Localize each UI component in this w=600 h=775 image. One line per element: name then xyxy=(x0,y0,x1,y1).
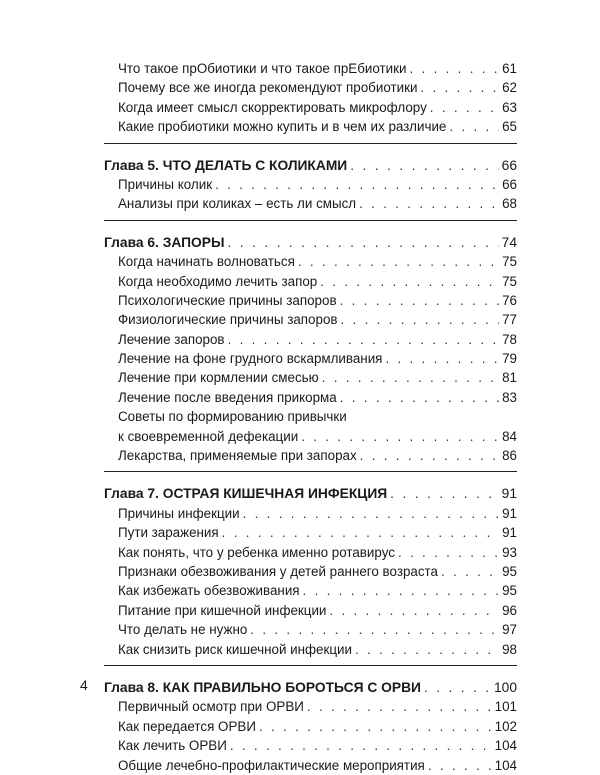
toc-section-entry[interactable] xyxy=(104,736,517,755)
toc-entry-title: Лекарства, применяемые при запорах xyxy=(118,448,357,464)
toc-entry-title: Глава 6. ЗАПОРЫ xyxy=(104,234,225,250)
dot-leader xyxy=(228,330,500,349)
toc-entry-title: Причины колик xyxy=(118,176,213,192)
toc-entry-page: 75 xyxy=(502,254,517,270)
toc-entry-title: Как передается ОРВИ xyxy=(118,718,256,734)
toc-entry-title: Как понять, что у ребенка именно ротавирус xyxy=(118,544,395,560)
toc-entry-title: Почему все же иногда рекомендуют пробиотики xyxy=(118,80,418,96)
dot-leader xyxy=(420,78,499,97)
toc-entry-title: Питание при кишечной инфекции xyxy=(118,602,327,618)
toc-section-entry[interactable] xyxy=(104,697,517,716)
toc-section-entry[interactable] xyxy=(104,620,517,639)
toc-entry-title: Как снизить риск кишечной инфекции xyxy=(118,641,352,657)
dot-leader xyxy=(322,368,499,387)
toc-section-entry[interactable] xyxy=(104,117,517,136)
toc-entry-title: Физиологические причины запоров xyxy=(118,312,338,328)
toc-entry-title: Какие пробиотики можно купить и в чем их различие xyxy=(118,119,447,135)
toc-section-entry[interactable] xyxy=(104,601,517,620)
toc-entry-page: 86 xyxy=(502,448,517,464)
toc-entry-title: Лечение запоров xyxy=(118,331,225,347)
dot-leader xyxy=(228,233,499,252)
dot-leader xyxy=(390,484,498,503)
toc-entry-page: 66 xyxy=(502,176,517,192)
toc-section-entry[interactable] xyxy=(104,252,517,271)
dot-leader xyxy=(430,98,499,117)
toc-entry-page: 104 xyxy=(494,757,517,773)
toc-entry-page: 91 xyxy=(502,525,517,541)
toc-entry-title: Что делать не нужно xyxy=(118,622,248,638)
toc-section-entry[interactable] xyxy=(104,59,517,78)
toc-entry-page: 83 xyxy=(502,389,517,405)
dot-leader xyxy=(350,156,498,175)
toc-entry-page: 66 xyxy=(501,157,517,173)
toc-entry-title: Пути заражения xyxy=(118,525,219,541)
toc-section-entry[interactable] xyxy=(104,717,517,736)
toc-section-entry[interactable] xyxy=(104,272,517,291)
toc-entry-page: 93 xyxy=(502,544,517,560)
dot-leader xyxy=(340,388,499,407)
dot-leader xyxy=(230,736,492,755)
dot-leader xyxy=(243,504,500,523)
toc-entry-page: 104 xyxy=(494,738,517,754)
toc-entry-title: Анализы при коликах – есть ли смысл xyxy=(118,196,357,212)
toc-entry-title: Психологические причины запоров xyxy=(118,292,337,308)
toc-section-entry[interactable] xyxy=(104,756,517,775)
toc-entry-page: 75 xyxy=(502,273,517,289)
toc-entry-title: Лечение при кормлении смесью xyxy=(118,370,319,386)
toc-entry-page: 68 xyxy=(502,196,517,212)
dot-leader xyxy=(409,59,499,78)
toc-entry-title: Признаки обезвоживания у детей раннего возраста xyxy=(118,563,438,579)
toc-entry-title: Лечение после введения прикорма xyxy=(118,389,337,405)
toc-entry-page: 95 xyxy=(502,583,517,599)
toc-entry-title: Лечение на фоне грудного вскармливания xyxy=(118,351,383,367)
toc-entry-title: Как избежать обезвоживания xyxy=(118,583,300,599)
toc-section-entry[interactable] xyxy=(104,310,517,329)
toc-entry-page: 95 xyxy=(502,563,517,579)
toc-section-entry[interactable] xyxy=(104,427,517,446)
toc-section-entry[interactable] xyxy=(104,407,517,426)
toc-chapter-entry[interactable] xyxy=(104,221,517,252)
toc-entry-page: 78 xyxy=(502,331,517,347)
table-of-contents xyxy=(104,59,517,775)
toc-section-entry[interactable] xyxy=(104,562,517,581)
toc-chapter-entry[interactable] xyxy=(104,144,517,175)
dot-leader xyxy=(359,194,499,213)
dot-leader xyxy=(320,272,499,291)
dot-leader xyxy=(398,543,499,562)
toc-chapter-entry[interactable] xyxy=(104,472,517,503)
dot-leader xyxy=(301,427,499,446)
dot-leader xyxy=(385,349,499,368)
toc-entry-title: к своевременной дефекации xyxy=(118,428,299,444)
toc-section-entry[interactable] xyxy=(104,446,517,465)
toc-entry-page: 91 xyxy=(502,505,517,521)
toc-entry-page: 84 xyxy=(502,428,517,444)
dot-leader xyxy=(355,640,499,659)
toc-entry-title: Первичный осмотр при ОРВИ xyxy=(118,699,304,715)
toc-entry-page: 96 xyxy=(502,602,517,618)
toc-entry-title: Когда необходимо лечить запор xyxy=(118,273,318,289)
toc-entry-title: Когда имеет смысл скорректировать микрофлору xyxy=(118,99,427,115)
toc-section-entry[interactable] xyxy=(104,98,517,117)
dot-leader xyxy=(340,291,500,310)
toc-entry-page: 77 xyxy=(502,312,517,328)
dot-leader xyxy=(250,620,499,639)
toc-entry-title: Как лечить ОРВИ xyxy=(118,738,227,754)
toc-entry-page: 74 xyxy=(501,234,517,250)
toc-section-entry[interactable] xyxy=(104,581,517,600)
toc-entry-page: 81 xyxy=(502,370,517,386)
dot-leader xyxy=(222,523,499,542)
toc-entry-title: Причины инфекции xyxy=(118,505,240,521)
toc-entry-title: Общие лечебно-профилактические мероприятия xyxy=(118,757,425,773)
dot-leader xyxy=(424,678,491,697)
toc-section-entry[interactable] xyxy=(104,175,517,194)
toc-entry-title: Советы по формированию привычки xyxy=(118,409,347,425)
dot-leader xyxy=(307,697,492,716)
dot-leader xyxy=(341,310,500,329)
dot-leader xyxy=(215,175,499,194)
toc-entry-page: 91 xyxy=(501,486,517,502)
toc-entry-page: 76 xyxy=(502,292,517,308)
toc-entry-page: 61 xyxy=(502,61,517,76)
page-number: 4 xyxy=(80,677,88,693)
toc-section-entry[interactable] xyxy=(104,543,517,562)
toc-section-entry[interactable] xyxy=(104,368,517,387)
toc-entry-page: 102 xyxy=(494,718,517,734)
dot-leader xyxy=(298,252,499,271)
toc-entry-page: 98 xyxy=(502,641,517,657)
toc-entry-page: 100 xyxy=(493,679,517,695)
toc-section-entry[interactable] xyxy=(104,291,517,310)
dot-leader xyxy=(259,717,492,736)
dot-leader xyxy=(449,117,499,136)
toc-section-entry[interactable] xyxy=(104,330,517,349)
toc-entry-title: Когда начинать волноваться xyxy=(118,254,295,270)
toc-section-entry[interactable] xyxy=(104,349,517,368)
dot-leader xyxy=(303,581,500,600)
toc-entry-page: 97 xyxy=(502,622,517,638)
toc-section-entry[interactable] xyxy=(104,78,517,97)
toc-entry-page: 65 xyxy=(502,119,517,135)
toc-entry-page: 63 xyxy=(502,99,517,115)
dot-leader xyxy=(428,756,492,775)
toc-entry-page: 101 xyxy=(494,699,517,715)
toc-chapter-entry[interactable] xyxy=(104,666,517,697)
dot-leader xyxy=(329,601,499,620)
toc-entry-title: Глава 5. ЧТО ДЕЛАТЬ С КОЛИКАМИ xyxy=(104,157,348,173)
toc-entry-page: 79 xyxy=(502,351,517,367)
toc-entry-page: 62 xyxy=(502,80,517,96)
toc-entry-title: Глава 8. КАК ПРАВИЛЬНО БОРОТЬСЯ С ОРВИ xyxy=(104,679,421,695)
toc-section-entry[interactable] xyxy=(104,194,517,213)
dot-leader xyxy=(360,446,499,465)
toc-section-entry[interactable] xyxy=(104,640,517,659)
toc-section-entry[interactable] xyxy=(104,504,517,523)
dot-leader xyxy=(441,562,499,581)
toc-section-entry[interactable] xyxy=(104,388,517,407)
toc-entry-title: Глава 7. ОСТРАЯ КИШЕЧНАЯ ИНФЕКЦИЯ xyxy=(104,486,388,502)
toc-entry-title: Что такое прОбиотики и что такое прЕбиотики xyxy=(118,61,407,76)
toc-section-entry[interactable] xyxy=(104,523,517,542)
